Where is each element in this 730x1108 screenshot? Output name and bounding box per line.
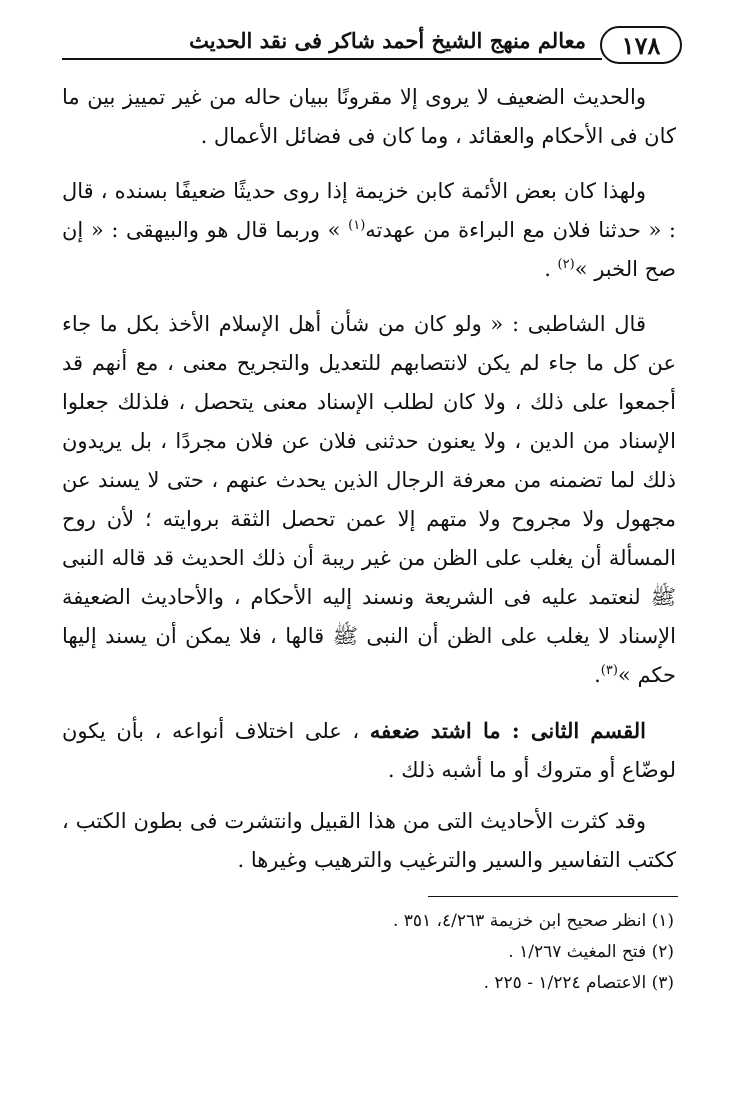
running-title: معالم منهج الشيخ أحمد شاكر فى نقد الحديث [189, 28, 586, 53]
page-number: ١٧٨ [600, 26, 682, 64]
footnote-ref-2: (٢) [557, 257, 575, 272]
paragraph-2-text-b: » وربما قال هو والبيهقى : « إن صح الخبر » [62, 218, 676, 281]
footnote-item: (٣) الاعتصام ١/٢٢٤ - ٢٢٥ . [483, 973, 674, 993]
paragraph-4 [62, 711, 676, 790]
section-heading-inline: القسم الثانى : ما اشتد ضعفه [369, 718, 646, 743]
footnote-item: (٢) فتح المغيث ١/٢٦٧ . [508, 942, 674, 962]
page-header [62, 26, 682, 70]
paragraph-2 [62, 172, 676, 289]
paragraph-3 [62, 305, 676, 695]
footnote-item: (١) انظر صحيح ابن خزيمة ٤/٢٦٣، ٣٥١ . [392, 911, 674, 931]
paragraph-2-text-a: ولهذا كان بعض الأئمة كابن خزيمة إذا روى حديثًا ضعيفًا بسنده ، قال : « حدثنا فلان مع البراءة من عهدته [62, 179, 676, 242]
paragraph-2-text-c: . [544, 257, 558, 281]
footnote-ref-1: (١) [348, 218, 366, 233]
main-text [62, 78, 676, 896]
paragraph-3-text-a: قال الشاطبى : « ولو كان من شأن أهل الإسلام الأخذ بكل ما جاء عن كل ما جاء لم يكن لانتصابهم للتعديل والتجريح معنى ، مع أنهم قد أجمعوا على ذلك ، ولا كان لطلب الإسناد معنى يتحصل ، فلذلك جعلوا الإسناد من الدين ، ولا يعنون حدثنى فلان عن فلان مجردًا ، بل يريدون ذلك لما تضمنه من معرفة الرجال الذين يحدث عنهم ، حتى لا يسند عن مجهول ولا مجروح ولا متهم إلا عمن تحصل الثقة بروايته ؛ لأن روح المسألة أن يغلب على الظن من غير ريبة أن ذلك الحديث قد قاله النبى ﷺ لنعتمد عليه فى الشريعة ونسند إليه الأحكام ، والأحاديث الضعيفة الإسناد لا يغلب على الظن أن النبى ﷺ قالها ، فلا يمكن أن يسند إليها حكم » [62, 312, 676, 687]
footnote-ref-3: (٣) [600, 663, 618, 678]
paragraph-1: والحديث الضعيف لا يروى إلا مقرونًا ببيان حاله من غير تمييز بين ما كان فى الأحكام والعقائد ، وما كان فى فضائل الأعمال . [62, 85, 676, 148]
footnotes [62, 906, 678, 999]
header-divider [62, 58, 602, 60]
footnote-divider [428, 896, 678, 897]
paragraph-3-text-b: . [594, 663, 601, 687]
paragraph-5: وقد كثرت الأحاديث التى من هذا القبيل وانتشرت فى بطون الكتب ، ككتب التفاسير والسير والترغيب والترهيب وغيرها . [62, 809, 676, 872]
paragraph-4-text: ، على اختلاف أنواعه ، بأن يكون لوضّاع أو متروك أو ما أشبه ذلك . [62, 719, 676, 782]
